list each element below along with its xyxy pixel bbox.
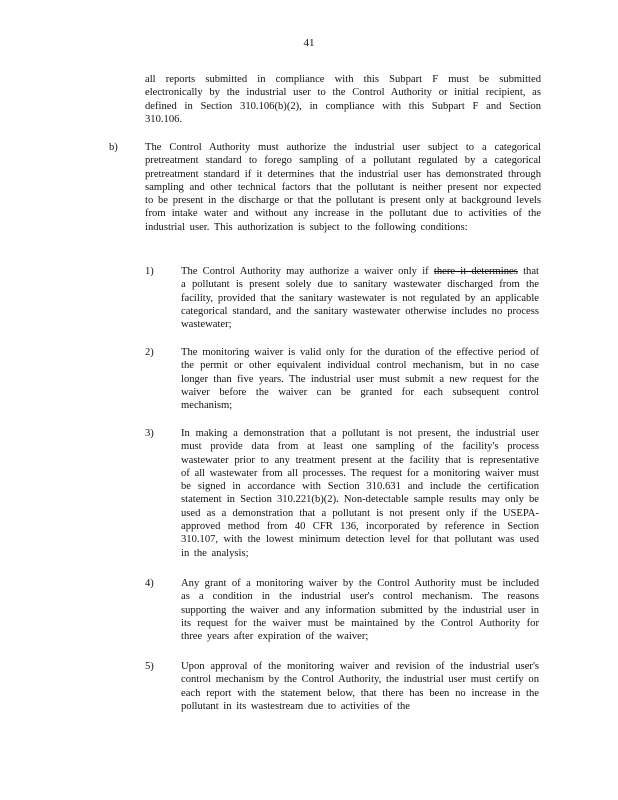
lead-paragraph: all reports submitted in compliance with this Subpart F must be submitted electronically by the industrial user to the Control Authority or initial recipient, as defined in Section 310.106(b)(2), in compliance with this Subpart F and Section 310.106.	[145, 74, 541, 125]
subitem-3-number: 3)	[145, 428, 154, 439]
item-b-label: b)	[109, 142, 118, 153]
subitem-5-number: 5)	[145, 661, 154, 672]
subitem-1-text-after: that a pollutant is present solely due to sanitary wastewater discharged from the facility, provided that the sanitary wastewater is not regulated by an applicable categorical standard, and the sanitary wastewater otherwise includes no process wastewater;	[181, 266, 539, 331]
subitem-4-number: 4)	[145, 578, 154, 589]
subitem-1-text	[181, 265, 539, 331]
item-b-text: The Control Authority must authorize the industrial user subject to a categorical pretreatment standard to forego sampling of a pollutant regulated by a categorical pretreatment standard if it determines that the industrial user has demonstrated through sampling and other technical factors that the pollutant is neither present nor expected to be present in the discharge or that the pollutant is present only at background levels from intake water and without any increase in the pollutant due to activities of the industrial user. This authorization is subject to the following conditions:	[145, 142, 541, 233]
subitem-1-text-before: The Control Authority may authorize a waiver only if	[181, 266, 434, 277]
subitem-2-number: 2)	[145, 347, 154, 358]
subitem-2-text: The monitoring waiver is valid only for the duration of the effective period of the permit or other equivalent individual control mechanism, but in no case longer than five years. The industrial user must submit a new request for the waiver before the waiver can be granted for each subsequent control mechanism;	[181, 347, 539, 412]
subitem-5-text: Upon approval of the monitoring waiver and revision of the industrial user's control mechanism by the Control Authority, the industrial user must certify on each report with the statement below, that there has been no increase in the pollutant in its wastestream due to activities of the	[181, 661, 539, 712]
subitem-1-struck-text: there it determines	[433, 266, 518, 277]
subitem-3-text: In making a demonstration that a pollutant is not present, the industrial user must provide data from at least one sampling of the facility's process wastewater prior to any treatment present at the facility that is representative of all wastewater from all processes. The request for a monitoring waiver must be signed in accordance with Section 310.631 and include the certification statement in Section 310.221(b)(2). Non-detectable sample results may only be used as a demonstration that a pollutant is not present only if the USEPA-approved method from 40 CFR 136, incorporated by reference in Section 310.107, with the lowest minimum detection level for that pollutant was used in the analysis;	[181, 428, 539, 559]
subitem-1-number: 1)	[145, 266, 154, 277]
subitem-4-text: Any grant of a monitoring waiver by the Control Authority must be included as a condition in the industrial user's control mechanism. The reasons supporting the waiver and any information submitted by the industrial user in its request for the waiver must be maintained by the Control Authority for three years after expiration of the waiver;	[181, 578, 539, 643]
page-number: 41	[303, 37, 315, 49]
